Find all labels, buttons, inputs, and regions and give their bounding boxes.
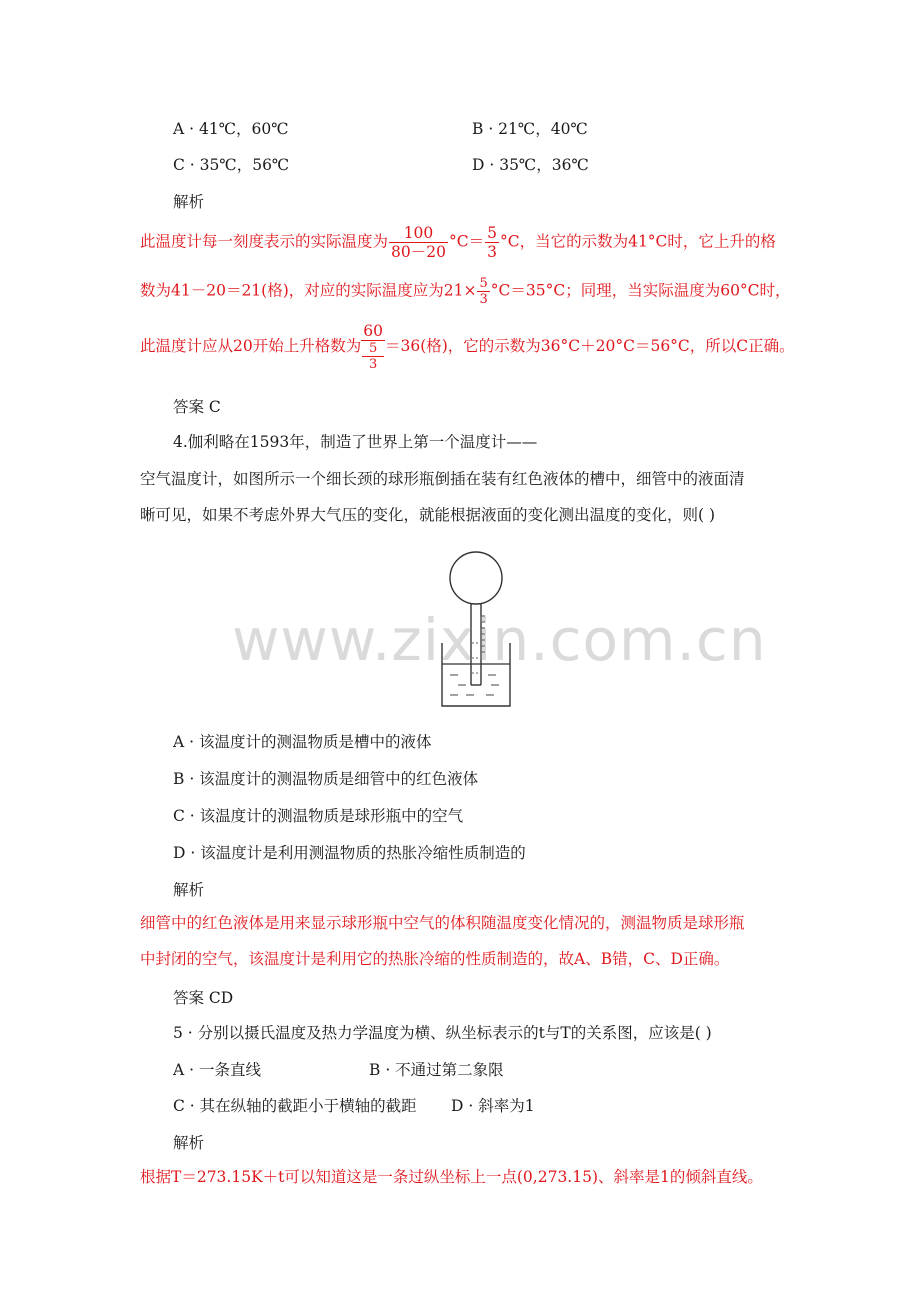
explanation-line: [140, 276, 791, 307]
option-a: A · 41℃，60℃: [173, 120, 289, 138]
analysis-label: 解析: [173, 881, 205, 899]
explanation-line: [140, 224, 776, 261]
denominator: 80－20: [391, 243, 446, 261]
question-stem: 晰可见，如果不考虑外界大气压的变化，就能根据液面的变化测出温度的变化，则( ): [140, 506, 716, 524]
option-d: D · 斜率为1: [451, 1097, 535, 1115]
explanation-text: 数为41－20＝21(格)，对应的实际温度应为21×: [140, 281, 477, 300]
answer-label: 答案 CD: [173, 989, 234, 1007]
numerator: 100: [389, 224, 448, 243]
option-a: A · 该温度计的测温物质是槽中的液体: [173, 733, 432, 751]
fraction: [477, 276, 489, 307]
question-stem: 空气温度计，如图所示一个细长颈的球形瓶倒插在装有红色液体的槽中，细管中的液面清: [140, 470, 745, 488]
fraction: [389, 224, 448, 261]
fraction: [485, 224, 499, 261]
analysis-label: 解析: [173, 193, 205, 211]
option-d: D · 该温度计是利用测温物质的热胀冷缩性质制造的: [173, 844, 526, 862]
fraction: [361, 322, 385, 372]
explanation-text: °C＝: [448, 232, 485, 251]
fraction: [362, 341, 384, 372]
watermark: www.zixin.com.cn: [232, 606, 767, 674]
analysis-label: 解析: [173, 1134, 205, 1152]
option-c: C · 其在纵轴的截距小于横轴的截距: [173, 1097, 417, 1115]
answer-label: 答案 C: [173, 398, 221, 416]
explanation-text: °C＝35°C；同理，当实际温度为60°C时，: [490, 281, 791, 300]
explanation-text: 此温度计应从20开始上升格数为: [140, 337, 362, 355]
option-d: D · 35℃，36℃: [472, 156, 589, 174]
numerator: 5: [479, 276, 488, 291]
denominator: 3: [479, 292, 488, 307]
explanation-line: 细管中的红色液体是用来显示球形瓶中空气的体积随温度变化情况的，测温物质是球形瓶: [140, 914, 745, 932]
option-c: C · 该温度计的测温物质是球形瓶中的空气: [173, 807, 464, 825]
question-stem: 5 · 分别以摄氏温度及热力学温度为横、纵坐标表示的t与T的关系图，应该是( ): [173, 1024, 712, 1042]
explanation-text: ＝36(格)，它的示数为36°C＋20°C＝56°C，所以C正确。: [384, 337, 795, 355]
denominator: 3: [487, 243, 497, 261]
option-b: B · 不通过第二象限: [369, 1061, 504, 1079]
explanation-line: [140, 322, 795, 372]
option-b: B · 该温度计的测温物质是细管中的红色液体: [173, 770, 479, 788]
question-stem: 4.伽利略在1593年，制造了世界上第一个温度计——: [173, 433, 538, 451]
explanation-line: 根据T＝273.15K＋t可以知道这是一条过纵坐标上一点(0,273.15)、斜率是1的倾斜直线。: [140, 1168, 763, 1186]
option-b: B · 21℃，40℃: [472, 120, 588, 138]
explanation-line: 中封闭的空气，该温度计是利用它的热胀冷缩的性质制造的，故A、B错，C、D正确。: [140, 950, 730, 968]
numerator: 60: [363, 322, 383, 340]
numerator: 5: [362, 341, 384, 357]
explanation-text: 此温度计每一刻度表示的实际温度为: [140, 232, 389, 251]
denominator: 3: [368, 357, 378, 372]
option-c: C · 35℃，56℃: [173, 156, 290, 174]
explanation-text: °C，当它的示数为41°C时，它上升的格: [499, 232, 776, 251]
option-a: A · 一条直线: [173, 1061, 261, 1079]
numerator: 5: [487, 224, 497, 242]
